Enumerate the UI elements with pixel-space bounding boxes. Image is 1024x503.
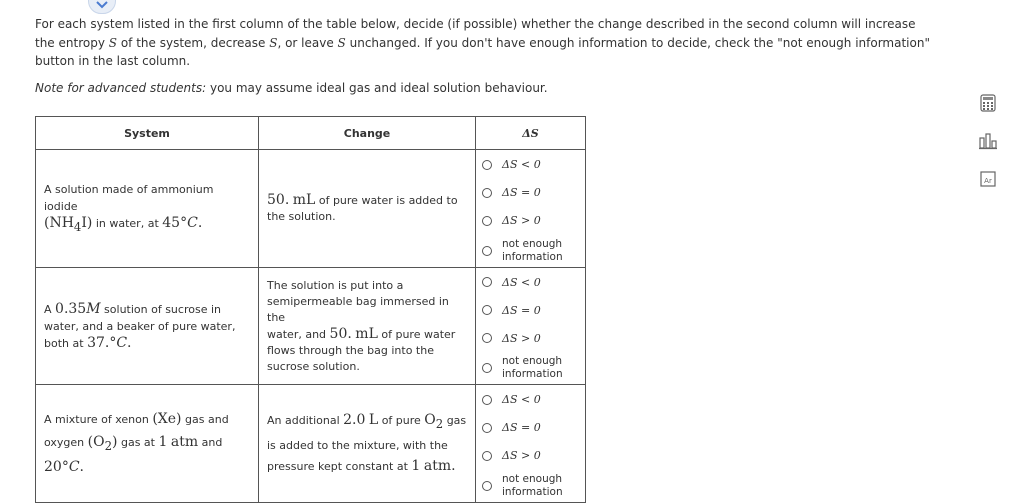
change-text: pressure kept constant at [267,459,408,473]
option-label [502,355,563,381]
formula-part: (O [87,433,105,450]
punctuation: . [127,334,132,351]
unit: mL [355,325,378,342]
radio-button[interactable] [482,305,492,315]
advanced-note [35,81,548,95]
option-label-line: information [502,250,563,263]
option-ds-zero[interactable] [482,179,585,207]
option-ds-positive[interactable] [482,207,585,235]
option-label: ΔS = 0 [502,186,541,199]
formula-subscript: 2 [435,416,444,431]
system-text: and [201,435,223,449]
system-text: solution of sucrose in [104,302,221,316]
formula-part: O [424,412,436,429]
option-not-enough-info[interactable] [482,235,585,267]
formula-part: I) [81,215,93,232]
change-text: water, and [267,327,327,341]
change-cell [259,268,476,385]
system-text: oxygen [44,435,85,449]
radio-button[interactable] [482,216,492,226]
option-label: ΔS = 0 [502,421,541,434]
temperature-unit: C [116,334,128,351]
change-text: flows through the bag into the [267,343,434,357]
pressure-value: 1 [411,457,421,474]
formula [87,433,118,453]
change-text: of pure [381,414,421,428]
entropy-symbol: S [337,35,346,50]
periodic-label: Ar [984,177,992,185]
option-label-line: not enough [502,355,563,367]
unit: mL [292,192,316,208]
note-text: you may assume ideal gas and ideal solution behaviour. [209,81,548,95]
system-text: A mixture of xenon [44,412,149,426]
radio-button[interactable] [482,246,492,256]
radio-button[interactable] [482,188,492,198]
option-label: ΔS < 0 [502,158,541,171]
radio-button[interactable] [482,277,492,287]
radio-button[interactable] [482,363,492,373]
table-header-row [36,117,586,150]
radio-button[interactable] [482,395,492,405]
radio-button[interactable] [482,423,492,433]
change-text: semipermeable bag immersed in the [267,294,449,324]
quantity: 50. [329,325,352,342]
concentration-unit: M [86,300,101,317]
header-delta-s: ΔS [476,117,586,150]
options-cell [476,150,586,268]
radio-button[interactable] [482,451,492,461]
option-label-line: information [502,485,563,498]
option-label-line: not enough [502,237,563,250]
options-cell [476,385,586,503]
volume-unit: L [368,412,379,429]
table-row [36,385,586,503]
tools-sidebar [976,92,1000,190]
formula [44,215,93,234]
option-label [502,473,563,499]
formula-subscript: 2 [104,438,113,453]
system-text: A solution made of ammonium iodide [44,183,214,214]
option-not-enough-info[interactable] [482,470,585,502]
temperature: 37.° [87,334,117,351]
system-text: A [44,302,52,316]
temperature: 20° [44,459,69,476]
option-ds-positive[interactable] [482,324,585,352]
option-ds-zero[interactable] [482,414,585,442]
change-cell [259,150,476,268]
table-row [36,150,586,268]
option-not-enough-info[interactable] [482,352,585,384]
punctuation: . [451,457,456,474]
instructions-text: unchanged. If you don't have enough information to decide, check the "not enough information" button in the last column. [35,35,930,68]
punctuation: . [79,459,84,476]
formula: (Xe) [152,410,182,427]
system-cell [36,268,259,385]
note-label: Note for advanced students: [35,81,207,95]
volume-value: 2.0 [343,412,366,429]
system-text: gas at [120,435,155,449]
pressure-unit: atm [423,457,452,474]
change-text: is added to the mixture, with the [267,438,448,452]
pressure-value: 1 [158,433,168,450]
header-change: Change [259,117,476,150]
entropy-symbol: S [108,35,117,50]
formula-part: ) [112,433,118,450]
table-row [36,268,586,385]
temperature-unit: C [187,215,198,232]
change-text: sucrose solution. [267,359,360,373]
punctuation: . [197,215,203,232]
instructions-text: , or leave [277,35,334,50]
quantity: 50. [267,192,290,208]
option-label: ΔS > 0 [502,214,541,227]
instructions [35,15,935,71]
chevron-down-icon [96,1,108,9]
option-label-line: not enough [502,472,563,485]
option-label: ΔS < 0 [502,393,541,406]
calculator-button[interactable] [977,92,999,114]
option-ds-zero[interactable] [482,296,585,324]
radio-button[interactable] [482,333,492,343]
option-ds-positive[interactable] [482,442,585,470]
formula [424,412,444,431]
header-system: System [36,117,259,150]
change-text: The solution is put into a [267,278,404,292]
formula-part: (NH [44,215,74,232]
entropy-table [35,116,586,503]
data-button[interactable] [977,130,999,152]
periodic-table-button[interactable] [977,168,999,190]
options-cell [476,268,586,385]
instructions-text: For each system listed in the first column of the table below, decide (if possible) whether the change described in the second column will increase the entropy [35,17,916,50]
system-text: both at [44,336,84,350]
radio-button[interactable] [482,481,492,491]
change-text: the solution. [267,210,336,223]
system-text: water, and a beaker of pure water, [44,319,236,333]
option-ds-negative[interactable] [482,386,585,414]
change-text: gas [446,414,467,428]
system-cell [36,150,259,268]
change-text: of pure water is added to [318,194,458,207]
formula-subscript: 4 [73,219,82,234]
option-label: ΔS > 0 [502,331,541,345]
change-text: of pure water [381,327,456,341]
change-text: An additional [267,414,340,428]
bar-chart-icon [978,132,998,150]
option-label: ΔS > 0 [502,449,541,462]
calculator-icon [980,94,996,112]
option-label: ΔS = 0 [502,303,541,317]
temperature: 45° [162,215,188,232]
temperature-unit: C [68,459,80,476]
change-cell [259,385,476,503]
collapse-toggle[interactable] [88,0,116,14]
option-label: ΔS < 0 [502,275,541,289]
entropy-symbol: S [269,35,278,50]
system-cell [36,385,259,503]
pressure-unit: atm [170,433,199,450]
system-text: in water, at [95,217,159,231]
concentration: 0.35 [55,300,87,317]
instructions-text: of the system, decrease [120,35,266,50]
periodic-table-icon [980,171,996,187]
option-label [502,238,563,264]
system-text: gas and [185,412,229,426]
option-label-line: information [502,368,563,380]
option-ds-negative[interactable] [482,268,585,296]
option-ds-negative[interactable] [482,151,585,179]
radio-button[interactable] [482,160,492,170]
